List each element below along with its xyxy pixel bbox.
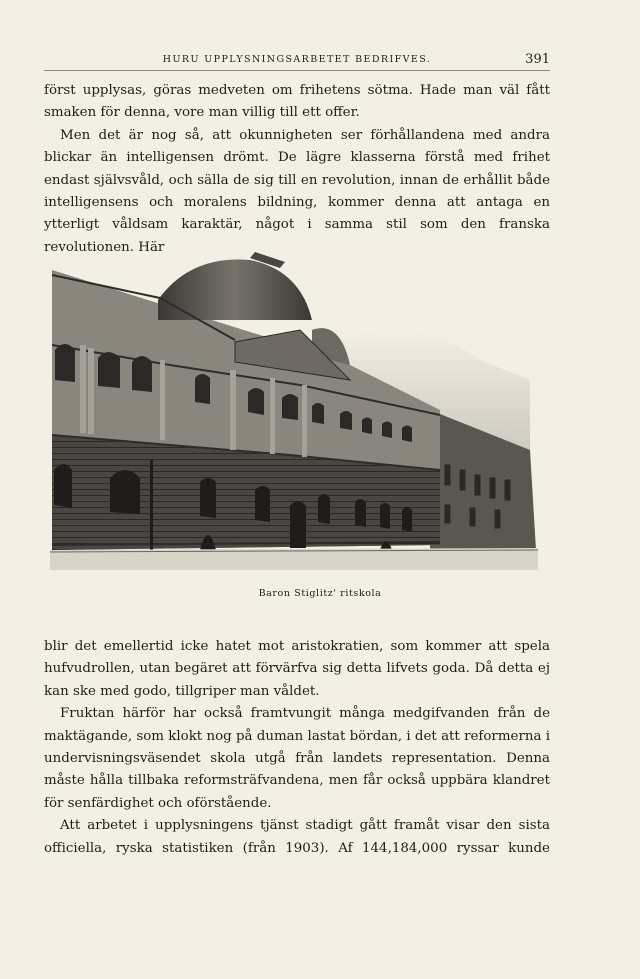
- building-illustration: [50, 250, 538, 570]
- paragraph: blir det emellertid icke hatet mot aristokratien, som kommer att spela hufvudrollen, utan begäret att förvärfva sig detta lifvets goda. Då detta ej kan ske med godo, tillgriper man våldet.: [44, 639, 550, 699]
- figure-caption: Baron Stiglitz' ritskola: [258, 588, 382, 599]
- paragraph: Men det är nog så, att okunnigheten ser förhållandena med andra blickar än intelligensen drömt. De lägre klasserna förstå med frihet endast självsvåld, och sälla de sig till en revolution, innan de erhållit både intelligensens och moralens bildning, kommer denna att antaga en ytterligt våldsam karaktär, något i samma stil som den franska revolutionen. Här: [44, 127, 550, 255]
- text-block-bottom: [44, 636, 550, 860]
- paragraph: Att arbetet i upplysningens tjänst stadigt gått framåt visar den sista officiella, ryska statistiken (från 1903). Af 144,184,000 ryssar kunde: [44, 818, 550, 856]
- running-head: HURU UPPLYSNINGSARBETET BEDRIFVES.: [162, 54, 432, 65]
- paragraph: först upplysas, göras medveten om frihetens sötma. Hade man väl fått smaken för denna, vore man villig till ett offer.: [44, 83, 550, 121]
- page-header: [44, 52, 550, 71]
- paragraph: Fruktan härför har också framtvungit många medgifvanden från de maktägande, som klokt nog på duman lastat bördan, i det att reformerna i undervisningsväsendet skola utgå från landets representation. Denna måste hålla tillbaka reformsträfvandena, men får också uppbära klandret för senfärdighet och oförstående.: [44, 706, 550, 811]
- text-block-top: [44, 80, 550, 259]
- building-photograph: [50, 250, 538, 570]
- page-number: 391: [525, 52, 550, 67]
